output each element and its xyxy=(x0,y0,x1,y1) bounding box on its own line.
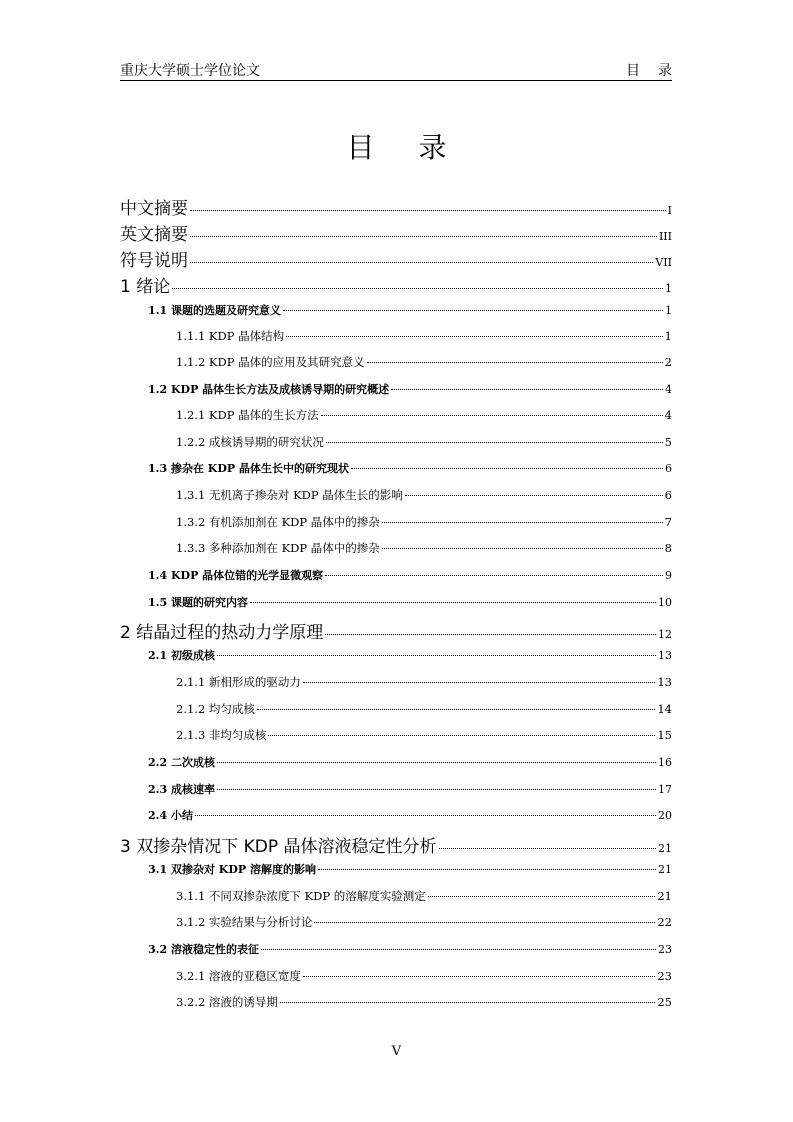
toc-leader xyxy=(351,468,663,469)
toc-subsection[interactable] xyxy=(120,727,672,743)
toc-chapter[interactable] xyxy=(120,272,672,297)
toc-entry-page: 25 xyxy=(657,995,672,1009)
toc-leader xyxy=(321,415,663,416)
toc-entry-title: 3.1.1 不同双掺杂浓度下 KDP 的溶解度实验测定 xyxy=(176,889,426,903)
toc-leader xyxy=(172,288,663,289)
toc-entry-page: 6 xyxy=(664,488,672,502)
toc-entry-page: 5 xyxy=(664,435,672,449)
toc-leader xyxy=(250,602,656,603)
toc-entry-title: 2.2 二次成核 xyxy=(148,756,215,769)
toc-entry-title: 1.2.1 KDP 晶体的生长方法 xyxy=(176,408,319,422)
toc-entry-title: 2.1.3 非均匀成核 xyxy=(176,728,267,742)
toc-entry-page: 13 xyxy=(657,675,672,689)
toc-leader xyxy=(318,869,656,870)
toc-entry-page: 6 xyxy=(665,462,672,475)
toc-entry-title: 1.1.1 KDP 晶体结构 xyxy=(176,329,285,343)
toc-leader xyxy=(367,362,663,363)
toc-section[interactable] xyxy=(120,381,672,397)
toc-section[interactable] xyxy=(120,594,672,610)
toc-entry[interactable] xyxy=(120,246,672,271)
toc-section[interactable] xyxy=(120,781,672,797)
toc-entry[interactable] xyxy=(120,194,672,219)
toc-leader xyxy=(325,634,656,635)
toc-entry-page: 1 xyxy=(665,304,672,317)
toc-entry-page: 9 xyxy=(665,569,672,582)
toc-subsection[interactable] xyxy=(120,514,672,530)
toc-entry-page: 14 xyxy=(657,702,672,716)
toc-entry-page: 23 xyxy=(657,969,672,983)
toc-entry-page: 1 xyxy=(665,282,672,295)
toc-subsection[interactable] xyxy=(120,968,672,984)
toc-entry-title: 符号说明 xyxy=(120,251,188,271)
toc-section[interactable] xyxy=(120,754,672,770)
toc-leader xyxy=(428,896,656,897)
toc-entry-page: 21 xyxy=(658,842,672,855)
toc-entry-title: 1.1 课题的选题及研究意义 xyxy=(148,304,281,317)
toc-leader xyxy=(190,210,666,211)
toc-entry-title: 1.5 课题的研究内容 xyxy=(148,596,248,609)
toc-entry-page: 20 xyxy=(658,809,672,822)
toc-entry-title: 3.2.2 溶液的诱导期 xyxy=(176,995,278,1009)
toc-leader xyxy=(261,949,656,950)
toc-entry-page: 12 xyxy=(658,628,672,641)
toc-entry-title: 3.2.1 溶液的亚稳区宽度 xyxy=(176,969,301,983)
toc-section[interactable] xyxy=(120,460,672,476)
toc-entry-page: 21 xyxy=(658,863,672,876)
toc-entry-page: 8 xyxy=(664,541,672,555)
toc-entry-page: 2 xyxy=(664,355,672,369)
toc-chapter[interactable] xyxy=(120,832,672,857)
toc-chapter[interactable] xyxy=(120,618,672,643)
toc-entry-title: 1 绪论 xyxy=(120,277,171,297)
toc-leader xyxy=(268,735,655,736)
toc-entry-page: 21 xyxy=(657,889,672,903)
toc-subsection[interactable] xyxy=(120,434,672,450)
toc-entry-title: 1.3.1 无机离子掺杂对 KDP 晶体生长的影响 xyxy=(176,488,403,502)
toc-entry-title: 1.2 KDP 晶体生长方法及成核诱导期的研究概述 xyxy=(148,383,390,396)
toc-entry-title: 1.2.2 成核诱导期的研究状况 xyxy=(176,435,324,449)
page-title xyxy=(0,126,793,166)
toc-subsection[interactable] xyxy=(120,674,672,690)
toc-subsection[interactable] xyxy=(120,540,672,556)
toc-leader xyxy=(257,709,655,710)
toc-entry-page: VII xyxy=(655,256,672,269)
page-number: V xyxy=(391,1044,402,1059)
toc-entry-page: 1 xyxy=(664,329,672,343)
toc-leader xyxy=(283,310,663,311)
toc-subsection[interactable] xyxy=(120,914,672,930)
toc-entry-title: 中文摘要 xyxy=(120,199,188,219)
toc-subsection[interactable] xyxy=(120,701,672,717)
toc-entry-page: 22 xyxy=(657,915,672,929)
toc-leader xyxy=(217,789,656,790)
toc-leader xyxy=(190,262,653,263)
toc-entry-title: 2 结晶过程的热动力学原理 xyxy=(120,623,324,643)
toc-entry-title: 3.2 溶液稳定性的表征 xyxy=(148,943,259,956)
toc-leader xyxy=(382,522,663,523)
toc-leader xyxy=(217,762,656,763)
toc-leader xyxy=(326,442,663,443)
toc-entry-page: 23 xyxy=(658,943,672,956)
toc-entry-page: 16 xyxy=(658,756,672,769)
toc-entry-title: 1.3 掺杂在 KDP 晶体生长中的研究现状 xyxy=(148,462,349,475)
toc-entry-title: 2.1.1 新相形成的驱动力 xyxy=(176,675,301,689)
toc-subsection[interactable] xyxy=(120,994,672,1010)
toc-entry-title: 3.1.2 实验结果与分析讨论 xyxy=(176,915,313,929)
toc-leader xyxy=(439,848,656,849)
toc-leader xyxy=(314,922,655,923)
toc-entry-page: 15 xyxy=(657,728,672,742)
toc-entry-page: 17 xyxy=(658,783,672,796)
toc-subsection[interactable] xyxy=(120,407,672,423)
toc-section[interactable] xyxy=(120,861,672,877)
toc-entry-title: 英文摘要 xyxy=(120,225,188,245)
toc-leader xyxy=(391,389,663,390)
running-header-title: 重庆大学硕士学位论文 xyxy=(120,63,260,79)
toc-entry-page: 4 xyxy=(665,383,672,396)
toc-subsection[interactable] xyxy=(120,328,672,344)
toc-entry[interactable] xyxy=(120,220,672,245)
toc-leader xyxy=(195,815,656,816)
toc-entry-title: 3.1 双掺杂对 KDP 溶解度的影响 xyxy=(148,863,316,876)
toc-section[interactable] xyxy=(120,302,672,318)
toc-entry-title: 1.3.2 有机添加剂在 KDP 晶体中的掺杂 xyxy=(176,515,380,529)
toc-entry-title: 2.4 小结 xyxy=(148,809,193,822)
toc-subsection[interactable] xyxy=(120,888,672,904)
toc-leader xyxy=(382,548,663,549)
toc-leader xyxy=(303,682,655,683)
toc-section[interactable] xyxy=(120,647,672,663)
toc-leader xyxy=(286,336,663,337)
toc-subsection[interactable] xyxy=(120,354,672,370)
toc-entry-title: 1.3.3 多种添加剂在 KDP 晶体中的掺杂 xyxy=(176,541,380,555)
toc-leader xyxy=(217,655,656,656)
toc-entry-title: 2.1 初级成核 xyxy=(148,649,215,662)
toc-subsection[interactable] xyxy=(120,487,672,503)
header-rule xyxy=(120,80,672,81)
toc-entry-page: III xyxy=(658,230,672,243)
toc-leader xyxy=(405,495,663,496)
toc-entry-page: 13 xyxy=(658,649,672,662)
toc-entry-page: 10 xyxy=(658,596,672,609)
page-title-text: 目录 xyxy=(346,131,491,164)
toc-entry-title: 1.1.2 KDP 晶体的应用及其研究意义 xyxy=(176,355,365,369)
toc-leader xyxy=(325,575,663,576)
toc-entry-page: 4 xyxy=(664,408,672,422)
toc-leader xyxy=(190,236,657,237)
toc-section[interactable] xyxy=(120,807,672,823)
toc-entry-title: 2.3 成核速率 xyxy=(148,783,215,796)
toc-entry-page: I xyxy=(667,204,672,217)
toc-entry-title: 1.4 KDP 晶体位错的光学显微观察 xyxy=(148,569,324,582)
toc-leader xyxy=(303,976,655,977)
running-header-section: 目录 xyxy=(626,63,690,79)
toc-section[interactable] xyxy=(120,941,672,957)
toc-entry-title: 3 双掺杂情况下 KDP 晶体溶液稳定性分析 xyxy=(120,837,437,857)
toc-entry-title: 2.1.2 均匀成核 xyxy=(176,702,255,716)
toc-leader xyxy=(280,1002,655,1003)
toc-entry-page: 7 xyxy=(664,515,672,529)
toc-section[interactable] xyxy=(120,567,672,583)
